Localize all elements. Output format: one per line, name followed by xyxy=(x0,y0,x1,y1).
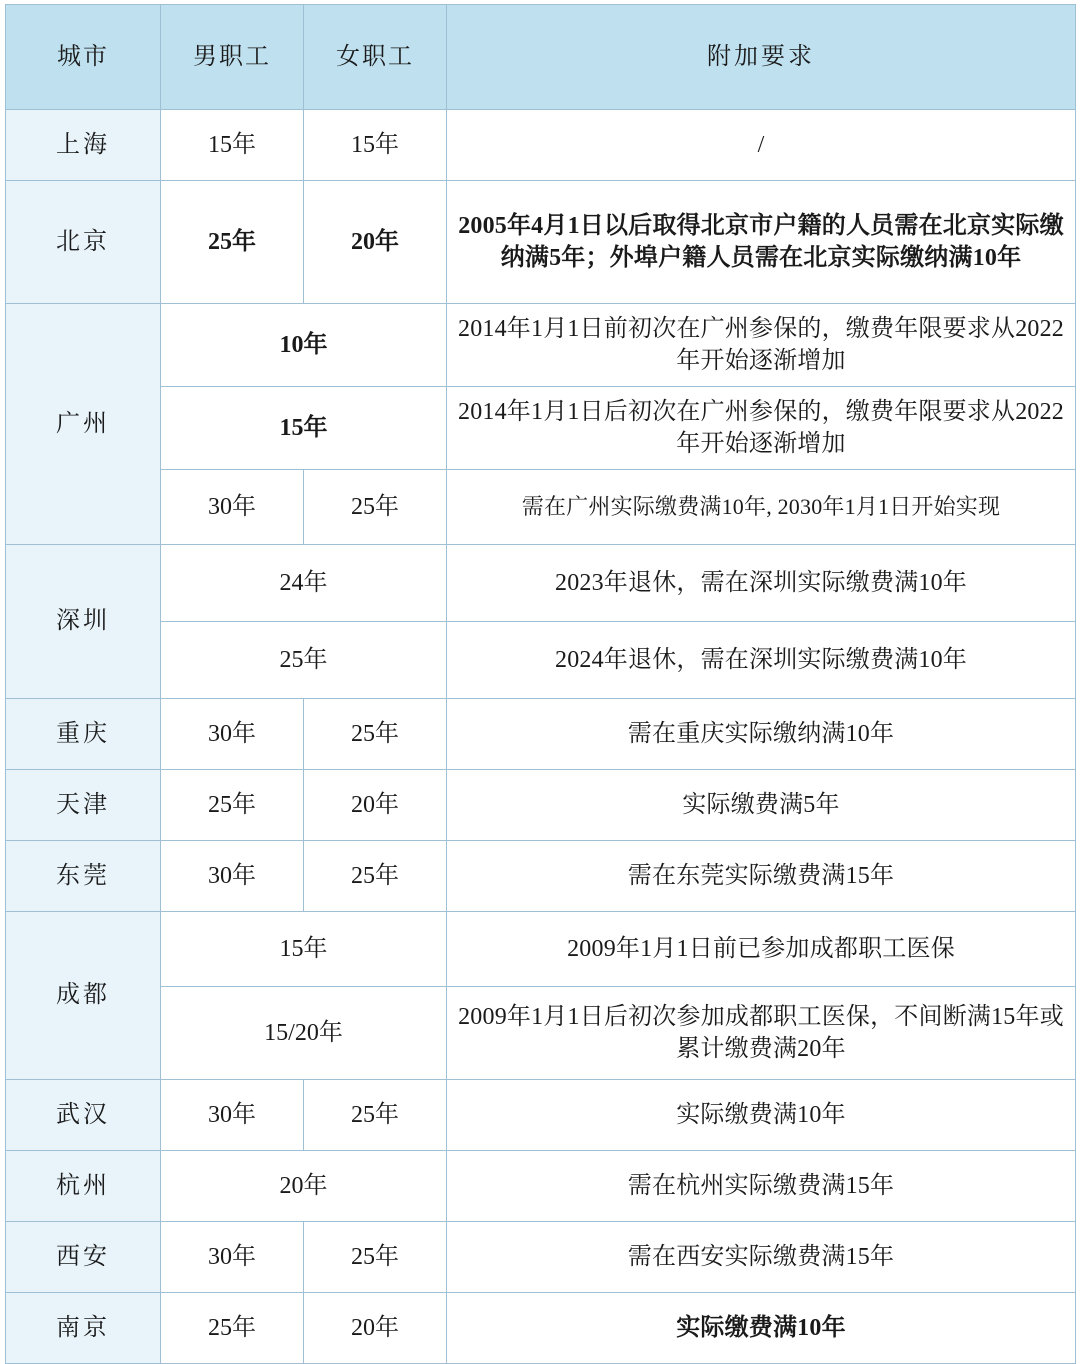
row-note: 需在重庆实际缴纳满10年 xyxy=(447,699,1076,770)
row-male-value: 30年 xyxy=(161,841,304,912)
row-city: 南京 xyxy=(6,1293,161,1364)
table-row xyxy=(6,110,1076,181)
row-female-value: 20年 xyxy=(304,1293,447,1364)
row-city: 北京 xyxy=(6,181,161,304)
table-row xyxy=(6,841,1076,912)
row-city: 上海 xyxy=(6,110,161,181)
row-note: 2014年1月1日前初次在广州参保的，缴费年限要求从2022年开始逐渐增加 xyxy=(447,304,1076,387)
row-male-value: 25年 xyxy=(161,181,304,304)
row-note: 需在广州实际缴费满10年, 2030年1月1日开始实现 xyxy=(447,470,1076,545)
column-header-note: 附加要求 xyxy=(447,5,1076,110)
table-row xyxy=(6,622,1076,699)
row-male-value: 30年 xyxy=(161,470,304,545)
row-note: 2014年1月1日后初次在广州参保的，缴费年限要求从2022年开始逐渐增加 xyxy=(447,387,1076,470)
row-male-value: 25年 xyxy=(161,770,304,841)
column-header-male: 男职工 xyxy=(161,5,304,110)
row-city: 杭州 xyxy=(6,1151,161,1222)
row-note: 2023年退休，需在深圳实际缴费满10年 xyxy=(447,545,1076,622)
row-city: 武汉 xyxy=(6,1080,161,1151)
table-row xyxy=(6,1151,1076,1222)
table-row xyxy=(6,912,1076,987)
row-female-value: 25年 xyxy=(304,699,447,770)
column-header-city: 城市 xyxy=(6,5,161,110)
row-male-value: 25年 xyxy=(161,1293,304,1364)
table-row xyxy=(6,1293,1076,1364)
row-city: 重庆 xyxy=(6,699,161,770)
table-row xyxy=(6,1080,1076,1151)
row-note: 实际缴费满5年 xyxy=(447,770,1076,841)
row-female-value: 15年 xyxy=(304,110,447,181)
row-female-value: 20年 xyxy=(304,770,447,841)
row-note: 实际缴费满10年 xyxy=(447,1080,1076,1151)
row-male-value: 15年 xyxy=(161,110,304,181)
row-merged-value: 20年 xyxy=(161,1151,447,1222)
column-header-female: 女职工 xyxy=(304,5,447,110)
table-row xyxy=(6,699,1076,770)
row-note: 2005年4月1日以后取得北京市户籍的人员需在北京实际缴纳满5年；外埠户籍人员需在北京实际缴纳满10年 xyxy=(447,181,1076,304)
row-city: 西安 xyxy=(6,1222,161,1293)
row-note: 需在东莞实际缴费满15年 xyxy=(447,841,1076,912)
row-note: 2009年1月1日后初次参加成都职工医保，不间断满15年或累计缴费满20年 xyxy=(447,987,1076,1080)
row-note: / xyxy=(447,110,1076,181)
table-header-row xyxy=(6,5,1076,110)
row-merged-value: 25年 xyxy=(161,622,447,699)
row-note: 2009年1月1日前已参加成都职工医保 xyxy=(447,912,1076,987)
row-female-value: 25年 xyxy=(304,841,447,912)
row-female-value: 20年 xyxy=(304,181,447,304)
row-city: 东莞 xyxy=(6,841,161,912)
row-merged-value: 10年 xyxy=(161,304,447,387)
table-row xyxy=(6,387,1076,470)
table-row xyxy=(6,545,1076,622)
row-note: 2024年退休，需在深圳实际缴费满10年 xyxy=(447,622,1076,699)
row-male-value: 30年 xyxy=(161,699,304,770)
table-row xyxy=(6,470,1076,545)
row-note: 实际缴费满10年 xyxy=(447,1293,1076,1364)
row-male-value: 30年 xyxy=(161,1080,304,1151)
table-row xyxy=(6,181,1076,304)
row-merged-value: 15年 xyxy=(161,387,447,470)
table-row xyxy=(6,1222,1076,1293)
row-female-value: 25年 xyxy=(304,1222,447,1293)
table-row xyxy=(6,770,1076,841)
row-female-value: 25年 xyxy=(304,470,447,545)
row-note: 需在西安实际缴费满15年 xyxy=(447,1222,1076,1293)
row-note: 需在杭州实际缴费满15年 xyxy=(447,1151,1076,1222)
row-merged-value: 24年 xyxy=(161,545,447,622)
table-row xyxy=(6,987,1076,1080)
row-city: 广州 xyxy=(6,304,161,545)
row-city: 天津 xyxy=(6,770,161,841)
table-row xyxy=(6,304,1076,387)
row-city: 深圳 xyxy=(6,545,161,699)
row-merged-value: 15年 xyxy=(161,912,447,987)
city-requirements-table xyxy=(5,4,1076,1364)
row-female-value: 25年 xyxy=(304,1080,447,1151)
row-city: 成都 xyxy=(6,912,161,1080)
row-male-value: 30年 xyxy=(161,1222,304,1293)
row-merged-value: 15/20年 xyxy=(161,987,447,1080)
